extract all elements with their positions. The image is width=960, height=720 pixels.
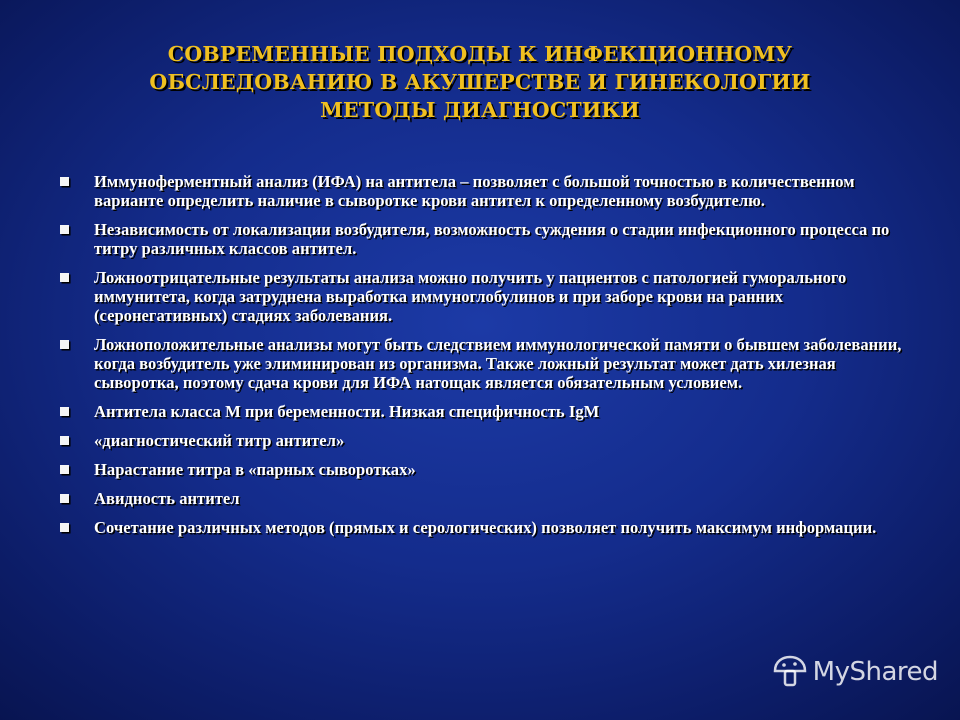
bullet-item bbox=[60, 402, 910, 421]
square-bullet-icon bbox=[60, 436, 69, 445]
myshared-watermark[interactable] bbox=[771, 654, 938, 690]
square-bullet-icon bbox=[60, 523, 69, 532]
title-line-2: ОБСЛЕДОВАНИЮ В АКУШЕРСТВЕ И ГИНЕКОЛОГИИ bbox=[149, 70, 811, 94]
bullet-text: Независимость от локализации возбудителя, возможность суждения о стадии инфекционного процесса по титру различных классов антител. bbox=[94, 220, 890, 258]
bullet-item bbox=[60, 172, 910, 210]
bullet-item bbox=[60, 518, 910, 537]
square-bullet-icon bbox=[60, 340, 69, 349]
bullet-item bbox=[60, 460, 910, 479]
square-bullet-icon bbox=[60, 465, 69, 474]
square-bullet-icon bbox=[60, 225, 69, 234]
bullet-list bbox=[60, 172, 910, 547]
bullet-text: Авидность антител bbox=[94, 489, 240, 508]
bullet-item bbox=[60, 489, 910, 508]
square-bullet-icon bbox=[60, 407, 69, 416]
square-bullet-icon bbox=[60, 177, 69, 186]
bullet-text: «диагностический титр антител» bbox=[94, 431, 345, 450]
slide-title bbox=[40, 40, 920, 124]
bullet-item bbox=[60, 220, 910, 258]
bullet-text: Сочетание различных методов (прямых и серологических) позволяет получить максимум информации. bbox=[94, 518, 877, 537]
bullet-text: Антитела класса М при беременности. Низкая специфичность IgM bbox=[94, 402, 600, 421]
bullet-item bbox=[60, 268, 910, 325]
mushroom-logo-icon bbox=[771, 655, 809, 689]
bullet-item bbox=[60, 335, 910, 392]
bullet-text: Иммуноферментный анализ (ИФА) на антитела – позволяет с большой точностью в количественном варианте определить наличие в сыворотке крови антител к определенному возбудителю. bbox=[94, 172, 855, 210]
title-line-3: МЕТОДЫ ДИАГНОСТИКИ bbox=[320, 98, 640, 122]
square-bullet-icon bbox=[60, 494, 69, 503]
watermark-text: MyShared bbox=[812, 657, 938, 687]
bullet-item bbox=[60, 431, 910, 450]
title-line-1: СОВРЕМЕННЫЕ ПОДХОДЫ К ИНФЕКЦИОННОМУ bbox=[167, 42, 793, 66]
bullet-text: Ложноотрицательные результаты анализа можно получить у пациентов с патологией гуморального иммунитета, когда затруднена выработка иммуноглобулинов и при заборе крови на ранних (серонегативных) стадиях заболевания. bbox=[94, 268, 847, 325]
square-bullet-icon bbox=[60, 273, 69, 282]
bullet-text: Нарастание титра в «парных сыворотках» bbox=[94, 460, 416, 479]
bullet-text: Ложноположительные анализы могут быть следствием иммунологической памяти о бывшем заболевании, когда возбудитель уже элиминирован из организма. Также ложный результат может дать хилезная сыворотка, поэтому сдача крови для ИФА натощак является обязательным условием. bbox=[94, 335, 902, 392]
